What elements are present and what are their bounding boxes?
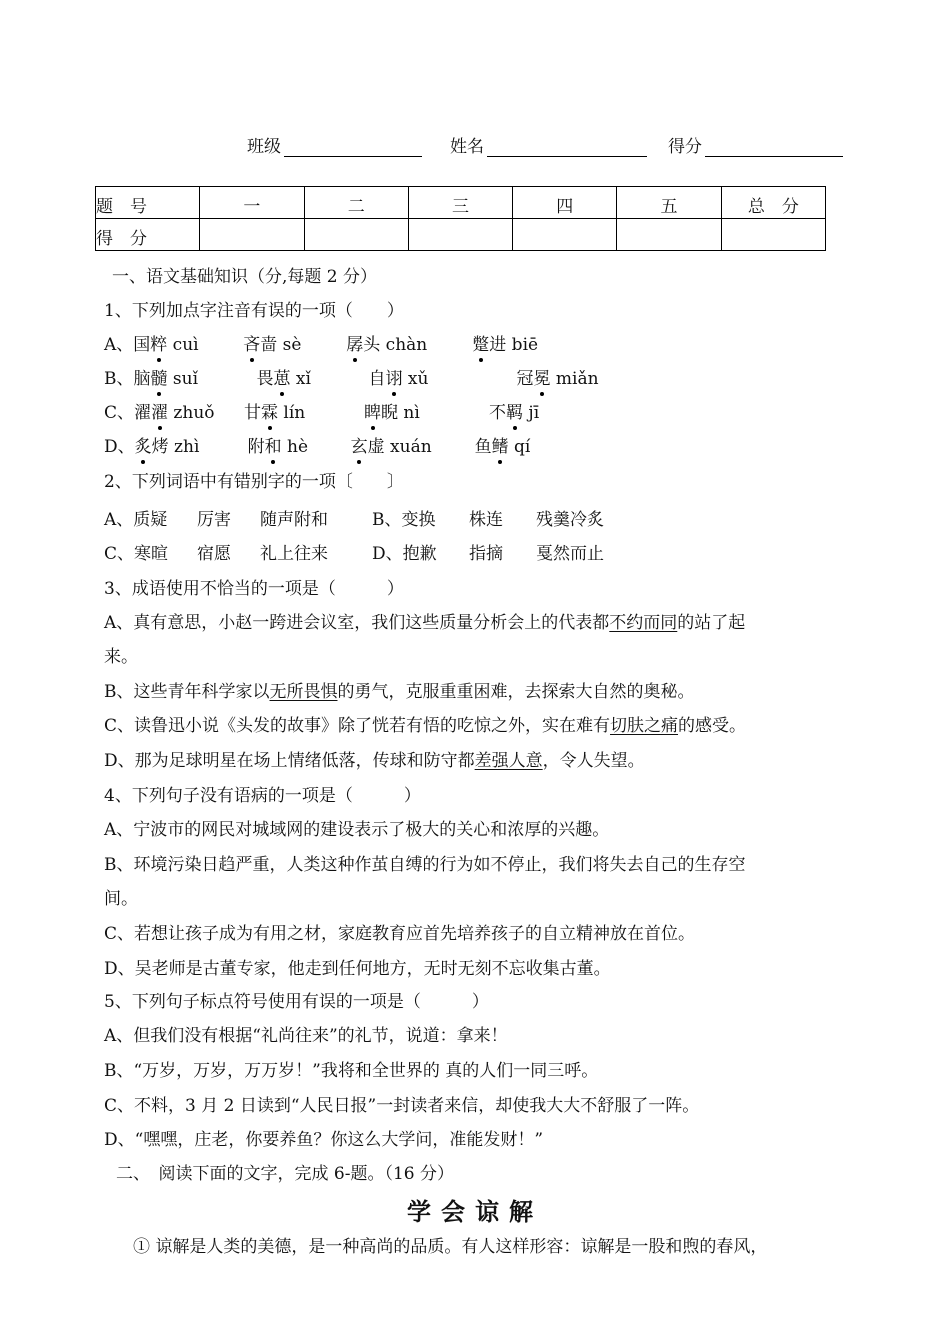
class-label: 班级 (247, 137, 281, 157)
text: 自 (368, 369, 386, 389)
text: ，令人失望。 (542, 751, 645, 771)
text: 的站了起 (677, 613, 746, 633)
score-table-header-row (96, 187, 826, 219)
text: 濯 (134, 403, 152, 423)
q4-option-b-cont: 间。 (104, 889, 138, 909)
text: B、这些青年科学家以 (104, 682, 270, 702)
score-table (95, 186, 826, 251)
dotted-char: 孱 (346, 335, 364, 355)
score-input-cell[interactable] (617, 219, 721, 251)
text: 国 (133, 335, 151, 355)
word: 宿愿 (197, 544, 231, 564)
q1c-item4 (489, 401, 539, 425)
table-cell: 总 分 (721, 187, 825, 219)
text: hè (281, 437, 309, 457)
q1a-item3 (346, 333, 472, 357)
q1d-item3 (351, 435, 475, 459)
word: 随声附和 (260, 510, 328, 530)
passage-paragraph-1: ① 谅解是人类的美德，是一种高尚的品质。有人这样形容：谅解是一股和煦的春风， (133, 1237, 768, 1257)
word: B、变换 (372, 510, 436, 530)
q1-option-c (104, 401, 539, 425)
text: 的勇气，克服重重困难，去探索大自然的奥秘。 (337, 682, 695, 702)
text: 冠 (516, 369, 534, 389)
text: 头 chàn (363, 335, 428, 355)
text: C、读鲁迅小说《头发的故事》除了恍若有悟的吃惊之外，实在难有 (104, 716, 611, 736)
text: suǐ (167, 369, 199, 389)
table-cell: 五 (617, 187, 721, 219)
q1c-item3 (364, 401, 489, 425)
q4-option-a: A、宁波市的网民对城域网的建设表示了极大的关心和浓厚的兴趣。 (104, 820, 610, 840)
text: 脑 (133, 369, 151, 389)
underlined-idiom: 切肤之痛 (610, 716, 679, 736)
text: cuì (167, 335, 199, 355)
word: 厉害 (197, 510, 231, 530)
q4-stem: 4、下列句子没有语病的一项是（ ） (104, 786, 421, 806)
q1a-item1 (133, 333, 243, 357)
q5-option-a: A、但我们没有根据“礼尚往来”的礼节，说道：拿来！ (104, 1026, 508, 1046)
q2-row1 (104, 508, 604, 532)
text: 啬 sè (260, 335, 302, 355)
text: D、那为足球明星在场上情绪低落，传球和防守都 (104, 751, 475, 771)
q3-option-a-cont: 来。 (104, 647, 138, 667)
q5-option-b: B、“万岁，万岁，万万岁！”我将和全世界的 真的人们一同三呼。 (104, 1061, 599, 1081)
name-blank[interactable] (487, 138, 647, 157)
word: 株连 (469, 510, 503, 530)
name-label: 姓名 (450, 137, 484, 157)
score-input-cell[interactable] (200, 219, 304, 251)
q1d-item2 (248, 435, 351, 459)
dotted-char: 玄 (350, 437, 368, 457)
q3-option-d (104, 749, 645, 773)
text: 睨 nì (381, 403, 420, 423)
dotted-char: 蹩 (472, 335, 490, 355)
word: A、质疑 (104, 510, 168, 530)
dotted-char: 鳍 (491, 437, 509, 457)
text: 进 biē (489, 335, 539, 355)
table-cell: 得 分 (96, 219, 200, 251)
option-label: B、 (104, 369, 134, 389)
q1-option-b (104, 367, 599, 391)
q3-stem: 3、成语使用不恰当的一项是（ ） (104, 579, 404, 599)
q3-option-a (104, 611, 745, 635)
table-cell: 二 (304, 187, 408, 219)
q3-option-b (104, 680, 695, 704)
table-cell: 一 (200, 187, 304, 219)
score-input-cell[interactable] (304, 219, 408, 251)
q1b-item1 (134, 367, 257, 391)
text: 畏 (256, 369, 274, 389)
dotted-char: 冕 (533, 369, 551, 389)
score-table-score-row (96, 219, 826, 251)
text: miǎn (550, 369, 599, 389)
q2-row2 (104, 542, 604, 566)
dotted-char: 诩 (385, 369, 403, 389)
score-blank[interactable] (705, 138, 843, 157)
score-label: 得分 (668, 137, 702, 157)
q1b-item4 (517, 367, 599, 391)
table-cell: 四 (513, 187, 617, 219)
q4-option-b: B、环境污染日趋严重，人类这种作茧自缚的行为如不停止，我们将失去自己的生存空 (104, 855, 746, 875)
dotted-char: 粹 (150, 335, 168, 355)
dotted-char: 炙 (134, 437, 152, 457)
text: lín (278, 403, 306, 423)
q1b-item2 (257, 367, 369, 391)
dotted-char: 羁 (506, 403, 524, 423)
q1d-item4 (475, 435, 531, 459)
q5-stem: 5、下列句子标点符号使用有误的一项是（ ） (104, 992, 489, 1012)
underlined-idiom: 差强人意 (474, 751, 543, 771)
underlined-idiom: 无所畏惧 (269, 682, 338, 702)
text: 附 (247, 437, 265, 457)
score-input-cell[interactable] (408, 219, 512, 251)
dotted-char: 吝 (243, 335, 261, 355)
text: 鱼 (474, 437, 492, 457)
text: 虚 (367, 437, 385, 457)
q1a-item4 (472, 333, 538, 357)
text: A、真有意思，小赵一跨进会议室，我们这些质量分析会上的代表都 (104, 613, 610, 633)
dotted-char: 睥 (364, 403, 382, 423)
q1-option-a (104, 333, 538, 357)
passage-title: 学会谅解 (407, 1197, 543, 1226)
dotted-char: 濯 (151, 403, 169, 423)
section2-heading: 二、 阅读下面的文字，完成 6-题。（16 分） (116, 1164, 454, 1184)
q5-option-c: C、不料，3 月 2 日读到“人民日报”一封读者来信，却使我大大不舒服了一阵。 (104, 1096, 700, 1116)
q1c-item1 (134, 401, 244, 425)
text: 烤 zhì (151, 437, 200, 457)
q5-option-d: D、“嘿嘿，庄老，你要养鱼？你这么大学问，准能发财！” (104, 1130, 544, 1150)
word: 礼上往来 (260, 544, 328, 564)
score-field (668, 132, 843, 157)
q1-stem: 1、下列加点字注音有误的一项（ ） (104, 301, 404, 321)
dotted-char: 髓 (150, 369, 168, 389)
word: 残羹冷炙 (536, 510, 604, 530)
section1-heading: 一、语文基础知识（分,每题 2 分） (112, 267, 378, 287)
text: 不 (489, 403, 507, 423)
q1c-item2 (244, 401, 364, 425)
text: 甘 (244, 403, 262, 423)
dotted-char: 葸 (273, 369, 291, 389)
text: xǔ (402, 369, 429, 389)
score-input-cell[interactable] (721, 219, 825, 251)
word: 戛然而止 (536, 544, 604, 564)
dotted-char: 和 (264, 437, 282, 457)
text: jī (523, 403, 540, 423)
text: zhuǒ (168, 403, 215, 423)
table-cell: 三 (408, 187, 512, 219)
q1-option-d (104, 435, 530, 459)
text: xǐ (290, 369, 311, 389)
underlined-idiom: 不约而同 (609, 613, 678, 633)
q4-option-d: D、吴老师是古董专家，他走到任何地方，无时无刻不忘收集古董。 (104, 959, 611, 979)
word: C、寒暄 (104, 544, 169, 564)
score-input-cell[interactable] (513, 219, 617, 251)
dotted-char: 霖 (261, 403, 279, 423)
q1b-item3 (369, 367, 517, 391)
name-field (450, 132, 647, 157)
word: D、抱歉 (372, 544, 437, 564)
option-label: D、 (104, 437, 135, 457)
q4-option-c: C、若想让孩子成为有用之材，家庭教育应首先培养孩子的自立精神放在首位。 (104, 924, 696, 944)
option-label: A、 (104, 335, 134, 355)
class-field (247, 132, 422, 157)
q3-option-c (104, 714, 746, 738)
text: qí (508, 437, 531, 457)
option-label: C、 (104, 403, 135, 423)
text: 的感受。 (678, 716, 747, 736)
table-cell: 题 号 (96, 187, 200, 219)
q2-stem: 2、下列词语中有错别字的一项〔 〕 (104, 472, 404, 492)
q1d-item1 (135, 435, 248, 459)
q1a-item2 (243, 333, 346, 357)
text: xuán (384, 437, 432, 457)
class-blank[interactable] (284, 138, 422, 157)
word: 指摘 (469, 544, 503, 564)
